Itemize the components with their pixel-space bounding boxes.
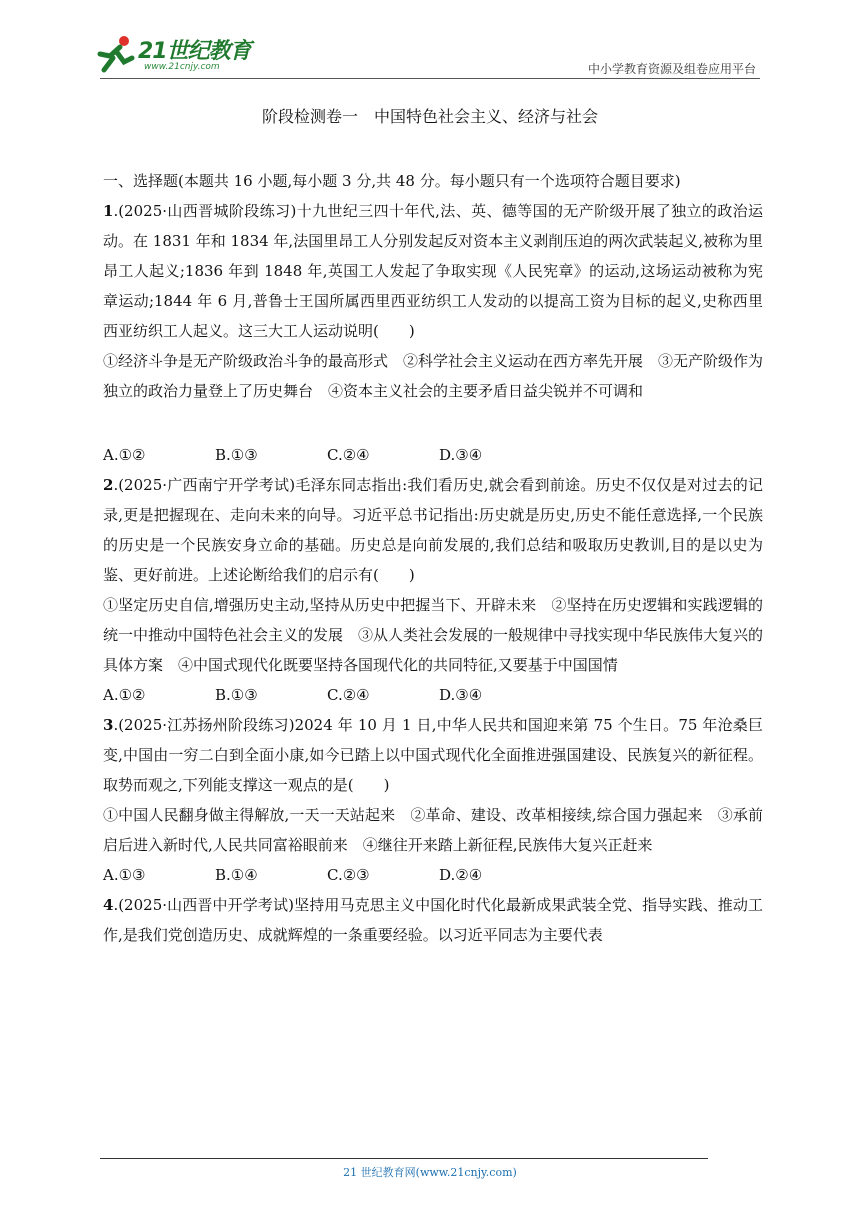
logo-url: www.21cnjy.com [144, 62, 220, 72]
question-2 [103, 470, 763, 590]
option-a: A.①② [103, 446, 146, 464]
options-row [103, 860, 763, 890]
page-header [0, 0, 860, 82]
option-d: D.③④ [439, 446, 483, 464]
option-d: D.③④ [439, 686, 483, 704]
option-c: C.②④ [327, 686, 370, 704]
question-stem: .(2025·广西南宁开学考试)毛泽东同志指出:我们看历史,就会看到前途。历史不仅仅是对过去的记录,更是把握现在、走向未来的向导。习近平总书记指出:历史就是历史,历史不能任意选择,一个民族的历史是一个民族安身立命的基础。历史总是向前发展的,我们总结和吸取历史教训,目的是以史为鉴、更好前进。上述论断给我们的启示有( ) [103, 476, 763, 584]
section-heading: 一、选择题(本题共 16 小题,每小题 3 分,共 48 分。每小题只有一个选项符合题目要求) [103, 172, 681, 190]
runner-logo-icon [94, 34, 138, 74]
question-number: 2 [103, 476, 114, 494]
options-row [103, 440, 763, 470]
logo [94, 34, 264, 78]
logo-text: 21世纪教育 [138, 39, 251, 64]
options-row [103, 680, 763, 710]
platform-name: 中小学教育资源及组卷应用平台 [587, 62, 756, 76]
option-b: B.①④ [215, 866, 258, 884]
option-c: C.②④ [327, 446, 370, 464]
page-footer: 21 世纪教育网(www.21cnjy.com) [343, 1166, 517, 1179]
question-stem: .(2025·山西晋中开学考试)坚持用马克思主义中国化时代化最新成果武装全党、指导实践、推动工作,是我们党创造历史、成就辉煌的一条重要经验。以习近平同志为主要代表 [103, 896, 763, 944]
question-number: 3 [103, 716, 114, 734]
option-b: B.①③ [215, 446, 258, 464]
option-a: A.①② [103, 686, 146, 704]
option-b: B.①③ [215, 686, 258, 704]
question-4 [103, 890, 763, 950]
question-stem: .(2025·江苏扬州阶段练习)2024 年 10 月 1 日,中华人民共和国迎来第 75 个生日。75 年沧桑巨变,中国由一穷二白到全面小康,如今已踏上以中国式现代化全面推进强国建设、民族复兴的新征程。取势而观之,下列能支撑这一观点的是( ) [103, 716, 763, 794]
question-number: 4 [103, 896, 114, 914]
footer-divider [100, 1158, 708, 1159]
option-a: A.①③ [103, 866, 146, 884]
question-stem: .(2025·山西晋城阶段练习)十九世纪三四十年代,法、英、德等国的无产阶级开展了独立的政治运动。在 1831 年和 1834 年,法国里昂工人分别发起反对资本主义剥削压迫的两次武装起义,被称为里昂工人起义;1836 年到 1848 年,英国工人发起了争取实现《人民宪章》的运动,这场运动被称为宪章运动;1844 年 6 月,普鲁士王国所属西里西亚纺织工人发动的以提高工资为目标的起义,史称西里西亚纺织工人起义。这三大工人运动说明( ) [103, 202, 763, 340]
question-items: ①中国人民翻身做主得解放,一天一天站起来 ②革命、建设、改革相接续,综合国力强起来 ③承前启后进入新时代,人民共同富裕眼前来 ④继往开来踏上新征程,民族伟大复兴正赶来 [103, 806, 763, 854]
question-3 [103, 710, 763, 800]
question-content [103, 166, 763, 950]
option-d: D.②④ [439, 866, 483, 884]
option-c: C.②③ [327, 866, 370, 884]
question-number: 1 [103, 202, 114, 220]
page-title: 阶段检测卷一 中国特色社会主义、经济与社会 [261, 107, 598, 126]
question-items: ①经济斗争是无产阶级政治斗争的最高形式 ②科学社会主义运动在西方率先开展 ③无产阶级作为独立的政治力量登上了历史舞台 ④资本主义社会的主要矛盾日益尖锐并不可调和 [103, 352, 764, 400]
question-items: ①坚定历史自信,增强历史主动,坚持从历史中把握当下、开辟未来 ②坚持在历史逻辑和实践逻辑的统一中推动中国特色社会主义的发展 ③从人类社会发展的一般规律中寻找实现中华民族伟大复兴的具体方案 ④中国式现代化既要坚持各国现代化的共同特征,又要基于中国国情 [103, 596, 764, 674]
header-divider [100, 78, 760, 79]
question-1 [103, 196, 763, 346]
